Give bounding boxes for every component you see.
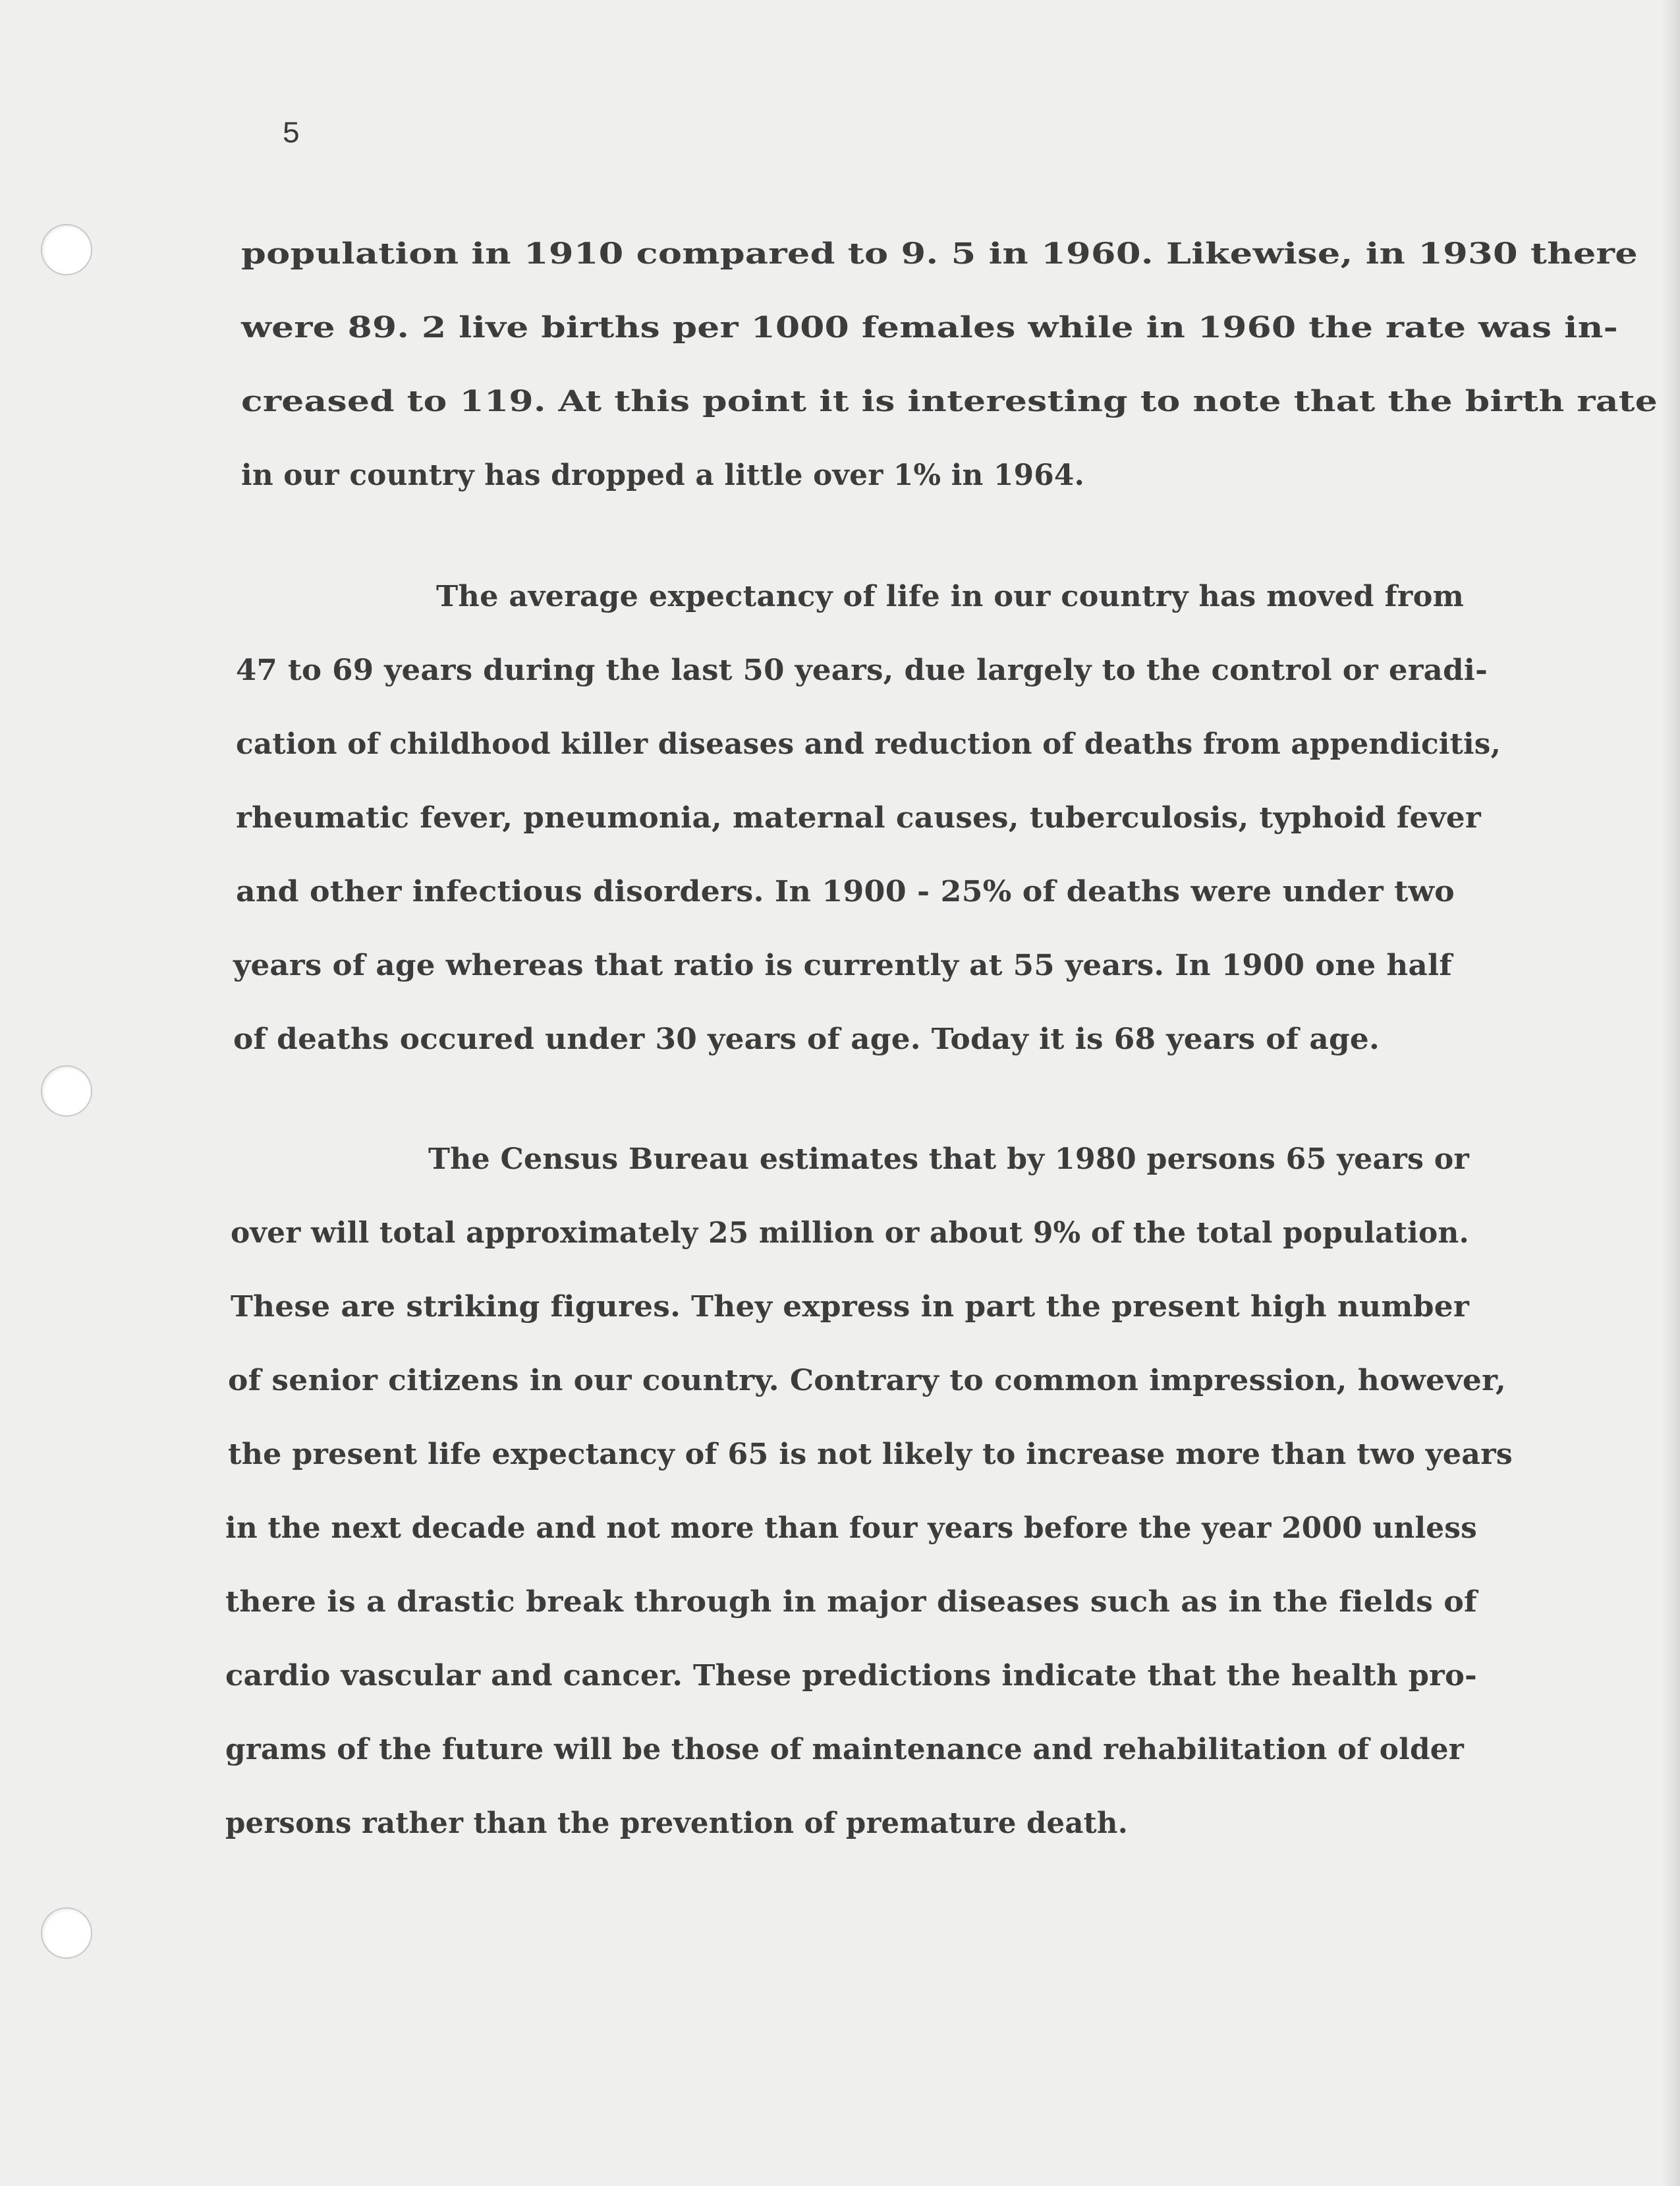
text-line: rheumatic fever, pneumonia, maternal causes, tuberculosis, typhoid fever xyxy=(236,801,1481,835)
text-line: The average expectancy of life in our country has moved from xyxy=(436,580,1464,613)
text-line: and other infectious disorders. In 1900 - 25% of deaths were under two xyxy=(236,875,1455,909)
text-line: The Census Bureau estimates that by 1980 persons 65 years or xyxy=(428,1142,1469,1176)
text-line: were 89. 2 live births per 1000 females while in 1960 the rate was in- xyxy=(241,311,1618,345)
text-line: grams of the future will be those of maintenance and rehabilitation of older xyxy=(225,1733,1464,1766)
text-line: population in 1910 compared to 9. 5 in 1960. Likewise, in 1930 there xyxy=(241,237,1638,271)
text-line: cardio vascular and cancer. These predictions indicate that the health pro- xyxy=(225,1659,1477,1693)
punch-hole xyxy=(41,224,92,275)
text-line: of senior citizens in our country. Contrary to common impression, however, xyxy=(228,1364,1506,1397)
text-line: persons rather than the prevention of premature death. xyxy=(225,1807,1128,1840)
text-line: These are striking figures. They express in part the present high number xyxy=(231,1290,1469,1324)
text-line: creased to 119. At this point it is interesting to note that the birth rate xyxy=(241,385,1658,418)
text-line: of deaths occured under 30 years of age. Today it is 68 years of age. xyxy=(233,1023,1380,1056)
punch-hole xyxy=(41,1907,92,1959)
text-line: in the next decade and not more than four years before the year 2000 unless xyxy=(225,1511,1477,1545)
text-line: in our country has dropped a little over 1% in 1964. xyxy=(241,459,1084,492)
text-line: there is a drastic break through in major diseases such as in the fields of xyxy=(225,1585,1477,1619)
text-line: cation of childhood killer diseases and reduction of deaths from appendicitis, xyxy=(236,727,1501,761)
text-line: 47 to 69 years during the last 50 years, due largely to the control or eradi- xyxy=(236,654,1488,687)
text-line: the present life expectancy of 65 is not likely to increase more than two years xyxy=(228,1438,1513,1471)
punch-hole xyxy=(41,1065,92,1117)
text-line: over will total approximately 25 million or about 9% of the total population. xyxy=(231,1216,1469,1250)
text-line: years of age whereas that ratio is currently at 55 years. In 1900 one half xyxy=(233,949,1452,982)
page-edge-shadow xyxy=(1662,0,1680,2186)
page-number: 5 xyxy=(282,117,300,152)
